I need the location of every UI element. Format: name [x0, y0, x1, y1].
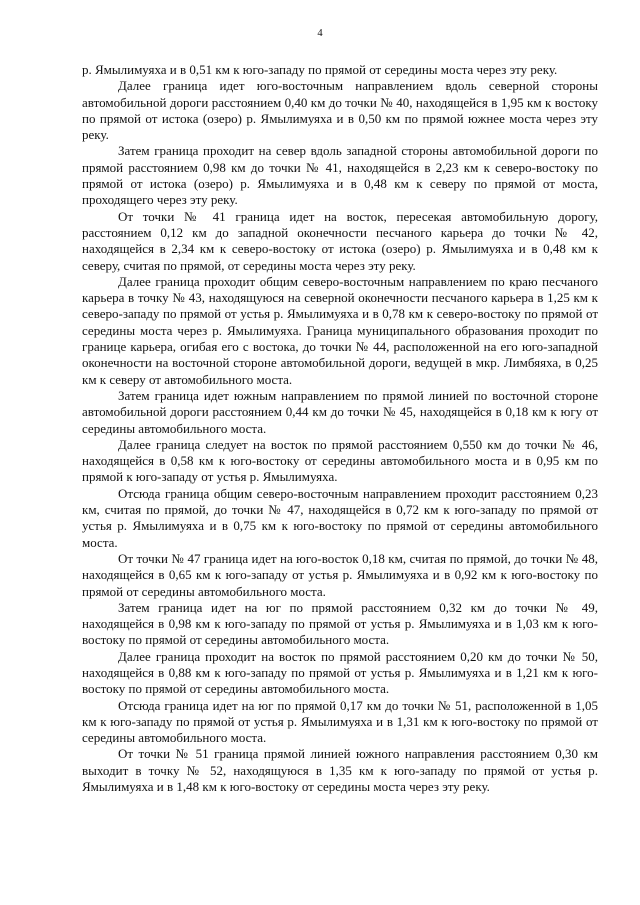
- paragraph-point-49: Затем граница идет на юг по прямой расстоянием 0,32 км до точки № 49, находящейся в 0,98 км к юго-западу по прямой от устья р. Ямылимуяха и в 1,03 км к юго-востоку по прямой от середины автомобильного моста.: [82, 599, 598, 648]
- document-body: [82, 62, 598, 795]
- paragraph-point-47: Отсюда граница общим северо-восточным направлением проходит расстоянием 0,23 км, считая по прямой, до точки № 47, находящейся в 0,72 км к юго-западу по прямой от устья р. Ямылимуяха и в 0,75 км к юго-востоку по прямой от середины автомобильного моста.: [82, 485, 598, 550]
- paragraph-point-46: Далее граница следует на восток по прямой расстоянием 0,550 км до точки № 46, находящейся в 0,58 км к юго-востоку от середины автомобильного моста и в 0,95 км по прямой к юго-западу от устья р. Ямылимуяха.: [82, 436, 598, 485]
- paragraph-point-50: Далее граница проходит на восток по прямой расстоянием 0,20 км до точки № 50, находящейся в 0,88 км к юго-западу по прямой от устья р. Ямылимуяха и в 1,21 км к юго-востоку по прямой от середины автомобильного моста.: [82, 648, 598, 697]
- paragraph-point-41: Затем граница проходит на север вдоль западной стороны автомобильной дороги по прямой расстоянием 0,98 км до точки № 41, находящейся в 2,23 км к северо-востоку по прямой от истока (озеро) р. Ямылимуяха и в 0,48 км к северу по прямой от моста, проходящего через эту реку.: [82, 143, 598, 208]
- paragraph-points-43-44: Далее граница проходит общим северо-восточным направлением по краю песчаного карьера в точку № 43, находящуюся на северной оконечности песчаного карьера в 1,25 км к северо-западу по прямой от устья р. Ямылимуяха и в 0,78 км к северо-востоку по прямой от середины моста через р. Ямылимуяха. Граница муниципального образования проходит по границе карьера, огибая его с востока, до точки № 44, расположенной на его юго-западной оконечности на восточной стороне автомобильной дороги, ведущей в мкр. Лимбяяха, в 0,25 км к северу от автомобильного моста.: [82, 273, 598, 387]
- paragraph-point-40: Далее граница идет юго-восточным направлением вдоль северной стороны автомобильной дороги расстоянием 0,40 км до точки № 40, находящейся в 1,95 км к востоку по прямой от истока (озеро) р. Ямылимуяха и в 0,50 км по прямой южнее моста через эту реку.: [82, 78, 598, 143]
- paragraph-continued: р. Ямылимуяха и в 0,51 км к юго-западу по прямой от середины моста через эту реку.: [82, 62, 558, 77]
- paragraph-point-52: От точки № 51 граница прямой линией южного направления расстоянием 0,30 км выходит в точку № 52, находящуюся в 1,35 км к юго-западу по прямой от устья р. Ямылимуяха и в 1,48 км к юго-востоку от середины моста через эту реку.: [82, 746, 598, 795]
- page-number: 4: [317, 28, 323, 39]
- paragraph-point-51: Отсюда граница идет на юг по прямой 0,17 км до точки № 51, расположенной в 1,05 км к юго-западу по прямой от устья р. Ямылимуяха и в 1,31 км к юго-востоку по прямой от середины автомобильного моста.: [82, 697, 598, 746]
- paragraph-point-45: Затем граница идет южным направлением по прямой линией по восточной стороне автомобильной дороги расстоянием 0,44 км до точки № 45, находящейся в 0,18 км к югу от середины автомобильного моста.: [82, 387, 598, 436]
- paragraph-point-48: От точки № 47 граница идет на юго-восток 0,18 км, считая по прямой, до точки № 48, находящейся в 0,65 км к юго-западу от устья р. Ямылимуяха и в 0,92 км к юго-востоку по прямой от середины автомобильного моста.: [82, 550, 598, 599]
- paragraph-point-42: От точки № 41 граница идет на восток, пересекая автомобильную дорогу, расстоянием 0,12 км до западной оконечности песчаного карьера до точки № 42, находящейся в 2,34 км к северо-востоку от истока (озеро) р. Ямылимуяха и в 0,48 км к северу, считая по прямой, от середины моста через эту реку.: [82, 208, 598, 273]
